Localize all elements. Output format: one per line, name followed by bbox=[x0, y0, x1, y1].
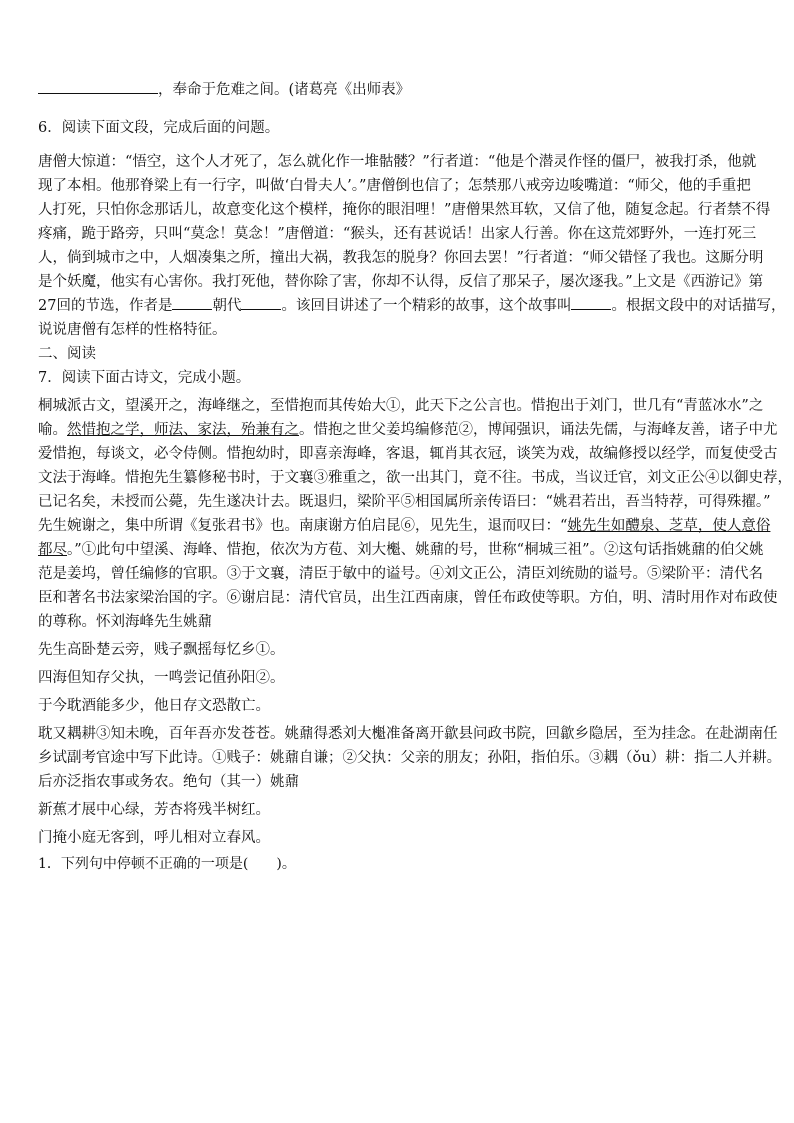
text-segment: 耽又耦耕③知未晚，百年吾亦发苍苍。 bbox=[38, 726, 285, 742]
text-segment: ，奉命于危难之间。(诸葛亮《出师表》 bbox=[158, 82, 411, 98]
underlined-sentence: 都尽 bbox=[38, 542, 67, 558]
passage-line: 是个妖魔，他实有心害你。我打死他，替你除了害，你却不认得，反信了那呆子，屡次逐我。”上文是《西游记》第 bbox=[38, 274, 764, 290]
notes-line bbox=[38, 770, 760, 794]
passage-line: 人打死，只怕你念那话儿，故意变化这个模样，掩你的眼泪哩！”唐僧果然耳软，又信了他，随复念起。行者禁不得 bbox=[38, 202, 771, 218]
underlined-sentence: 然惜抱之学，师法、家法，殆兼有之 bbox=[67, 422, 299, 438]
passage-line: 唐僧大惊道：“悟空，这个人才死了，怎么就化作一堆骷髅？”行者道：“他是个潜灵作怪的僵尸，被我打杀，他就 bbox=[38, 154, 757, 170]
text-line bbox=[38, 78, 760, 102]
document-page bbox=[38, 78, 792, 876]
poem-line: 新蕉才展中心绿，芳杏将残半树红。 bbox=[38, 802, 270, 818]
answer-blank[interactable] bbox=[38, 79, 158, 94]
passage-line bbox=[38, 514, 771, 538]
text-segment: 姚鼐得悉刘大櫆准备离开歙县问政书院，回歙乡隐居，至为挂念。在赴湖南任 bbox=[284, 726, 778, 742]
text-segment: 。根据文段中的对话描写， bbox=[611, 298, 786, 314]
answer-blank[interactable] bbox=[571, 297, 611, 310]
passage-line: 桐城派古文，望溪开之，海峰继之，至惜抱而其传始大①，此天下之公言也。惜抱出于刘门，世几有“青蓝冰水”之 bbox=[38, 398, 764, 414]
section-heading: 二、阅读 bbox=[38, 346, 96, 362]
passage-line: 文法于海峰。惜抱先生纂修秘书时，于文襄③雅重之，欲一出其门，竟不往。书成，当议迁官，刘文正公④以御史荐， bbox=[38, 470, 792, 486]
passage-line: 爱惜抱，每谈文，必令侍侧。惜抱幼时，即喜亲海峰，客退，辄肖其衣冠，谈笑为戏，故编修授以经学，而复使受古 bbox=[38, 446, 778, 462]
passage-line bbox=[38, 418, 778, 442]
sub-question: 1．下列句中停顿不正确的一项是( )。 bbox=[38, 856, 296, 872]
passage-line: 疼痛，跪于路旁，只叫“莫念！莫念！”唐僧道：“猴头，还有甚说话！出家人行善。你在这荒郊野外，一连打死三 bbox=[38, 226, 757, 242]
poem-line: 四海但知存父执，一鸣尝记值孙阳②。 bbox=[38, 670, 285, 686]
text-segment: 朝代 bbox=[212, 298, 242, 314]
poem-line: 先生高卧楚云旁，贱子飘摇每忆乡①。 bbox=[38, 642, 285, 658]
poem-title: 怀刘海峰先生姚鼐 bbox=[96, 614, 212, 630]
text-segment: 的尊称。 bbox=[38, 614, 96, 630]
text-segment: 先生婉谢之，集中所谓《复张君书》也。南康谢方伯启昆⑥，见先生，退而叹曰：“ bbox=[38, 518, 568, 534]
text-segment: 27回的节选，作者是 bbox=[38, 298, 173, 314]
text-segment: 。惜抱之世父姜坞编修范②，博闻强识，诵法先儒，与海峰友善，诸子中尤 bbox=[299, 422, 778, 438]
question-6-heading: 6．阅读下面文段，完成后面的问题。 bbox=[38, 120, 280, 136]
text-segment: 。该回目讲述了一个精彩的故事，这个故事叫 bbox=[281, 298, 572, 314]
passage-line: 已记名矣，未授而公薨，先生遂决计去。既退归，梁阶平⑤相国属所亲传语曰：“姚君若出，吾当特荐，可得殊擢。” bbox=[38, 494, 771, 510]
text-segment: 后亦泛指农事或务农。 bbox=[38, 774, 183, 790]
passage-line bbox=[38, 538, 764, 562]
notes-line bbox=[38, 610, 760, 634]
passage-line: 人，倘到城市之中，人烟凑集之所，撞出大祸，教我怎的脱身？你回去罢！”行者道：“师父错怪了我也。这厮分明 bbox=[38, 250, 764, 266]
text-segment: 喻。 bbox=[38, 422, 67, 438]
notes-line: 范是姜坞，曾任编修的官职。③于文襄，清臣于敏中的谥号。④刘文正公，清臣刘统勋的谥号。⑤梁阶平：清代名 bbox=[38, 566, 763, 582]
underlined-sentence: 姚先生如醴泉、芝草，使人意俗 bbox=[567, 518, 771, 534]
notes-line: 乡试副考官途中写下此诗。①贱子：姚鼐自谦；②父执：父亲的朋友；孙阳，指伯乐。③耦（ǒu）耕：指二人并耕。 bbox=[38, 750, 782, 766]
answer-blank[interactable] bbox=[241, 297, 281, 310]
passage-line: 现了本相。他那脊梁上有一行字，叫做‘白骨夫人’。”唐僧倒也信了；怎禁那八戒旁边唆嘴道：“师父，他的手重把 bbox=[38, 178, 751, 194]
poem-title: 绝句（其一）姚鼐 bbox=[183, 774, 299, 790]
question-line: 说说唐僧有怎样的性格特征。 bbox=[38, 322, 227, 338]
question-7-heading: 7．阅读下面古诗文，完成小题。 bbox=[38, 370, 251, 386]
question-line bbox=[38, 294, 786, 318]
answer-blank[interactable] bbox=[172, 297, 212, 310]
poem-line bbox=[38, 722, 778, 746]
poem-line: 于今耽酒能多少，他日存文恐散亡。 bbox=[38, 698, 270, 714]
notes-line: 臣和著名书法家梁治国的字。⑥谢启昆：清代官员，出生江西南康，曾任布政使等职。方伯，明、清时用作对布政使 bbox=[38, 590, 778, 606]
text-segment: 。”①此句中望溪、海峰、惜抱，依次为方苞、刘大櫆、姚鼐的号，世称“桐城三祖”。②这句话指姚鼐的伯父姚 bbox=[67, 542, 764, 558]
poem-line: 门掩小庭无客到，呼儿相对立春风。 bbox=[38, 830, 270, 846]
